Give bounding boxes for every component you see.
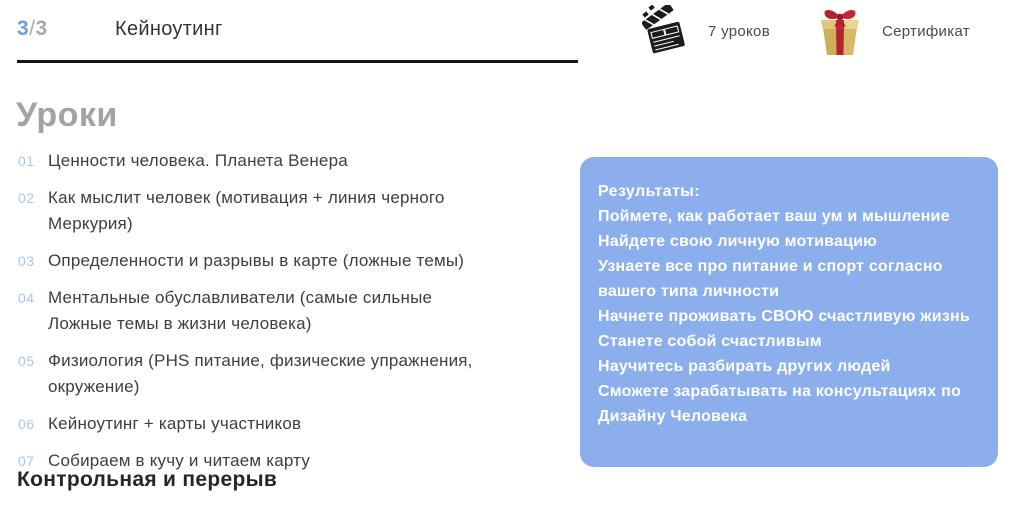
lesson-number: 07 — [18, 453, 35, 469]
lesson-item[interactable] — [18, 248, 488, 274]
lesson-title: Собираем в кучу и читаем карту — [48, 451, 311, 470]
progress-separator: / — [29, 17, 36, 40]
certificate-label: Сертификат — [881, 22, 970, 40]
lesson-item[interactable] — [18, 348, 488, 400]
lesson-number: 03 — [18, 253, 35, 269]
results-item: Поймете, как работает ваш ум и мышление — [598, 208, 950, 225]
lesson-title: Ценности человека. Планета Венера — [48, 151, 348, 170]
results-item: Узнаете все про питание и спорт согласно вашего типа личности — [598, 258, 943, 300]
results-item: Научитесь разбирать других людей — [598, 358, 891, 375]
lessons-list — [18, 148, 488, 485]
lesson-title: Физиология (PHS питание, физические упражнения, окружение) — [48, 351, 473, 396]
progress-current: 3 — [17, 17, 30, 40]
lesson-number: 05 — [18, 353, 35, 369]
gift-icon — [814, 5, 866, 57]
lesson-item[interactable] — [18, 411, 488, 437]
results-item: Сможете зарабатывать на консультациях по Дизайну Человека — [598, 383, 961, 425]
lesson-title: Ментальные обуславливатели (самые сильные Ложные темы в жизни человека) — [48, 288, 433, 333]
lesson-item[interactable] — [18, 148, 488, 174]
lesson-item[interactable] — [18, 285, 488, 337]
results-item: Начнете проживать СВОЮ счастливую жизнь — [598, 308, 970, 325]
lesson-title: Кейноутинг + карты участников — [48, 414, 302, 433]
lessons-heading: Уроки — [16, 96, 118, 134]
progress-indicator — [17, 17, 48, 41]
lessons-footer-note: Контрольная и перерыв — [17, 468, 278, 491]
header-badges — [640, 0, 1023, 62]
lesson-number: 01 — [18, 153, 35, 169]
clapperboard-icon — [640, 5, 692, 57]
results-item: Найдете свою личную мотивацию — [598, 233, 878, 250]
lesson-number: 04 — [18, 290, 35, 306]
results-heading: Результаты: — [598, 183, 700, 200]
progress-total: 3 — [35, 17, 48, 40]
results-item: Станете собой счастливым — [598, 333, 822, 350]
lesson-title: Определенности и разрывы в карте (ложные темы) — [48, 251, 465, 270]
results-panel — [580, 157, 998, 467]
lesson-title: Как мыслит человек (мотивация + линия черного Меркурия) — [48, 188, 445, 233]
lesson-number: 02 — [18, 190, 35, 206]
certificate-badge — [814, 5, 970, 57]
lesson-number: 06 — [18, 416, 35, 432]
header-divider — [17, 60, 578, 63]
lessons-count-badge — [640, 5, 770, 57]
lesson-item[interactable] — [18, 185, 488, 237]
page-title: Кейноутинг — [115, 18, 223, 40]
lessons-count-label: 7 уроков — [708, 22, 770, 40]
